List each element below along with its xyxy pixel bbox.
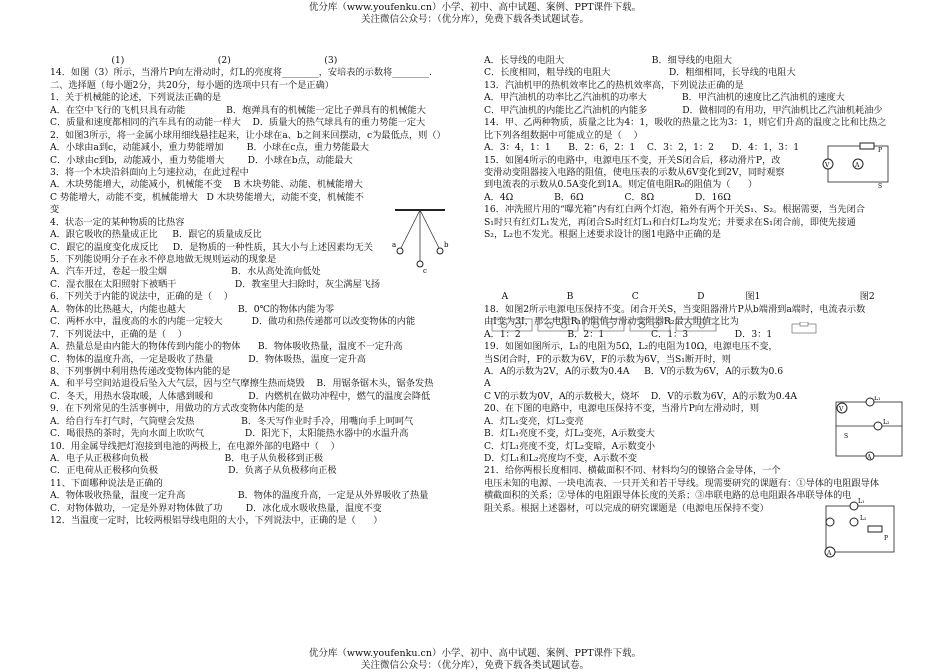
meter-label: A: [827, 550, 832, 557]
question-line: C V的示数为0V，A的示数极大，烧坏 D．V的示数为6V，A的示数为0.4A: [484, 390, 798, 402]
question-line: 10．用金属导线把灯泡接到电池的两极上，在电源外部的电路中（ ）: [50, 440, 340, 452]
question-line: 3．将一个木块沿斜面向上匀速拉动，在此过程中: [50, 166, 249, 178]
header-line: 优分库（www.youfenku.cn）小学、初中、高中试题、案例、PPT课件下载。: [308, 2, 642, 13]
question-line: C．跟它的温度变化成反比 D．是物质的一种性质，其大小与上述因素均无关: [50, 241, 373, 253]
question-line: A．长导线的电阻大 B．细导线的电阻大: [484, 55, 732, 66]
question-line: A．物体的比热越大，内能也越大 B．0℃的物体内能为零: [50, 303, 335, 315]
pendulum-label: b: [444, 241, 449, 249]
question-line: (1) (2) (3): [50, 55, 338, 66]
circuit-option-d: [630, 319, 670, 331]
page-header: [0, 2, 950, 26]
question-line: 9．在下列常见的生活事例中，用做功的方式改变物体内能的是: [50, 403, 304, 415]
question-line: A．灯L₁变亮，灯L₂变亮: [484, 415, 584, 427]
slider-label: P: [884, 535, 889, 542]
question-line: 到电流表的示数从0.5A变化到1A。则定值电阻R₀的阻值为（ ）: [484, 179, 758, 191]
circuit-option-b: [538, 319, 578, 331]
lamp-label: L₂: [883, 419, 890, 426]
question-line: D．灯L₁和L₂亮度均不变，A示数不变: [484, 453, 638, 464]
question-line: A．3：4，1：1 B．2：6，2：1 C．3：2，1：2 D．4：1，3：1: [484, 142, 800, 154]
question-line: 6．下列关于内能的说法中，正确的是（ ）: [50, 291, 233, 303]
question-line: S₂，L₂也不发光。根据上述要求设计的图1电路中正确的是: [484, 229, 721, 241]
question-line: 由I变为3I，那么电阻R₁的阻值与滑动变阻器R₂最大阻值之比为: [484, 316, 739, 328]
question-line: A．物体吸收热量，温度一定升高 B．物体的温度升高，一定是从外界吸收了热量: [50, 490, 429, 502]
header-line: 关注微信公众号：（优分库），免费下载各类试题试卷。: [360, 14, 589, 25]
question-line: A．甲汽油机的功率比乙汽油机的功率大 B．甲汽油机的速度比乙汽油机的速度大: [484, 92, 845, 104]
question-line: A: [484, 378, 491, 390]
question-line: 横截面积的关系；②导体的电阻跟导体长度的关系；③串联电路的总电阻跟各串联导体的电: [484, 490, 852, 502]
switch-label: S: [878, 183, 883, 190]
page-footer: [0, 648, 950, 672]
question-line: 4．状态一定的某种物质的比热容: [50, 216, 185, 228]
question-line: A．4Ω B．6Ω C．8Ω D．16Ω: [484, 191, 731, 203]
question-line: 20、在下图的电路中，电源电压保持不变，当滑片P向左滑动时，则: [484, 403, 760, 415]
question-line: A．在空中飞行的飞机只具有动能 B．炮弹具有的机械能一定比子弹具有的机械能大: [50, 104, 426, 116]
question-line: 19．如图如图所示，L₁的电阻为5Ω，L₂的电阻为10Ω，电源电压不变，: [484, 341, 778, 353]
lamp-label: L₁: [858, 498, 865, 505]
question-line: 18．如图2所示电源电压保持不变。闭合开关S，当变阻器滑片P从b端滑到a端时，电流表示数: [484, 303, 866, 315]
circuit-option-a: [492, 319, 532, 331]
meter-label: V: [825, 162, 830, 169]
left-column: [50, 55, 470, 528]
question-line: C．质量和速度都相同的汽车具有的动能一样大 D．质量大的热气球具有的重力势能一定大: [50, 117, 426, 129]
question-line: A．汽车开过，卷起一股尘烟 B．水从高处流向低处: [50, 266, 321, 278]
question-line: A B C D 图1 图2: [484, 291, 875, 303]
lamp-label: L₁: [874, 396, 881, 402]
question-line: A．1：2 B．2：1 C．1：3 D．3：1: [484, 328, 773, 340]
question-line: C．对物体做功，一定是外界对物体做了功 D．冰化成水吸收热量，温度不变: [50, 502, 382, 514]
question-line: [484, 254, 904, 266]
question-line: 2．如图3所示，将一金属小球用细线悬挂起来，让小球在a、b之间来回摆动，c为最低点，则（）: [50, 129, 446, 141]
switch-label: S: [844, 433, 849, 440]
question-line: 14．甲、乙两种物质，质量之比为4：1，吸收的热量之比为3：1，则它们升高的温度之比和比热之: [484, 117, 887, 129]
question-line: [484, 266, 904, 278]
question-line: 16．冲洗照片用的“曝光箱”内有红白两个灯泡，箱外有两个开关S₁、S₂。根据需要，当先闭合: [484, 204, 865, 216]
meter-label: A: [867, 454, 872, 461]
question-line: A．小球由a到c，动能减小，重力势能增加 B．小球在c点，重力势能最大: [50, 142, 369, 154]
question-line: 15．如图4所示的电路中，电源电压不变，开关S闭合后，移动滑片P，改: [484, 154, 781, 166]
question-line: C．湿衣服在太阳照射下被晒干 D．教室里大扫除时，灰尘满屋飞扬: [50, 278, 381, 290]
question-line: 二、选择题（每小题2分，共20分，每小题的选项中只有一个是正确）: [50, 79, 334, 91]
question-line: 变滑动变阻器接入电路的阻值，使电压表的示数从6V变化到2V，同时观察: [484, 166, 785, 178]
slider-label: P: [878, 147, 883, 154]
circuit-figure-q20: [820, 496, 900, 562]
question-line: 7．下列说法中，正确的是（ ）: [50, 328, 187, 340]
question-line: 12．当温度一定时，比较两根铝导线电阻的大小，下列说法中，正确的是（ ）: [50, 515, 383, 527]
pendulum-label: c: [423, 267, 427, 275]
question-line: C 势能增大，动能不变，机械能增大 D 木块势能增大，动能不变，机械能不: [50, 191, 364, 203]
question-line: C．正电荷从正极移向负极 D．负离子从负极移向正极: [50, 465, 337, 477]
question-line: 当S闭合时，F的示数为6V，F的示数为6V，当S₁断开时，则: [484, 353, 731, 365]
question-line: 14．如图（3）所示，当滑片P向左滑动时，灯L的亮度将________，安培表的示数将________.: [50, 67, 432, 79]
question-line: B．灯L₁亮度不变，灯L₂变亮，A示数变大: [484, 428, 655, 440]
question-line: C．灯L₁亮度不变，灯L₂变暗，A示数变小: [484, 440, 656, 452]
question-line: C．长度相同，粗导线的电阻大 D．粗细相同，长导线的电阻大: [484, 67, 796, 79]
meter-label: A: [855, 162, 860, 169]
circuit-options-row: [490, 316, 750, 334]
question-line: 21．给你两根长度相同、横截面积不同、材料均匀的镍铬合金导体，一个: [484, 465, 781, 477]
question-line: A．给自行车打气时，气筒壁会发热 B．冬天写作业时手冷，用嘴向手上呵呵气: [50, 415, 414, 427]
question-line: S₁时只有红灯L₁发光，再闭合S₂时红灯L₁和白灯L₂均发光；并要求在S₁闭合前，即使先接通: [484, 216, 856, 228]
meter-label: V: [839, 406, 844, 413]
pendulum-figure: [390, 205, 450, 275]
question-line: C．甲汽油机的内能比乙汽油机的内能多 D．做相同的有用功，甲汽油机比乙汽油机耗油少: [484, 104, 883, 116]
lamp-label: L₂: [860, 515, 867, 522]
question-line: 电压未知的电源、一块电流表、一只开关和若干导线。现需要研究的课题有：①导体的电阻跟导体: [484, 477, 880, 489]
question-line: A．热量总是由内能大的物体传到内能小的物体 B．物体吸收热量，温度不一定升高: [50, 341, 403, 353]
question-line: A．跟它吸收的热量成正比 B．跟它的质量成反比: [50, 229, 262, 241]
question-line: A．木块势能增大，动能减小，机械能不变 B 木块势能、动能、机械能增大: [50, 179, 363, 191]
question-line: 8、下列事例中利用热传递改变物体内能的是: [50, 365, 231, 377]
circuit-option-e: [676, 319, 716, 331]
question-line: 比下列各组数据中可能成立的是（ ）: [484, 129, 643, 141]
question-line: C．两杯水中，温度高的水的内能一定较大 D．做功和热传递都可以改变物体的内能: [50, 316, 416, 328]
question-line: C．冬天，用热水袋取暖，人体感到暖和 D．内燃机在做功冲程中，燃气的温度会降低: [50, 390, 431, 402]
question-line: 阻关系。根据上述器材，可以完成的研究课题是（电源电压保持不变）: [484, 502, 769, 514]
circuit-option-c: [584, 319, 624, 331]
question-line: A．电子从正极移向负极 B．电子从负极移到正极: [50, 453, 324, 464]
question-line: C．小球由c到b，动能减小，重力势能增大 D．小球在b点，动能最大: [50, 154, 353, 166]
footer-line: 关注微信公众号：（优分库），免费下载各类试题试卷。: [360, 660, 589, 671]
question-line: [484, 279, 904, 291]
circuit-figure-2: [790, 322, 820, 336]
question-line: 变: [50, 204, 60, 216]
question-line: 13．汽油机甲的热机效率比乙的热机效率高，下列说法正确的是: [484, 79, 744, 91]
footer-line: 优分库（www.youfenku.cn）小学、初中、高中试题、案例、PPT课件下载。: [308, 648, 642, 659]
question-line: 1．关于机械能的论述，下列说法正确的是: [50, 92, 222, 104]
question-line: C．喝很热的茶时，先向水面上吹吹气 D．阳光下，太阳能热水器中的水温升高: [50, 428, 409, 440]
circuit-figure-q15: [820, 140, 895, 190]
question-line: 5．下列能说明分子在永不停息地做无规则运动的现象是: [50, 254, 277, 265]
circuit-figure-q19: [830, 396, 910, 464]
pendulum-label: a: [392, 241, 397, 249]
question-line: A．和平号空间站退役后坠入大气层，因与空气摩擦生热而烧毁 B．用锯条锯木头，锯条发热: [50, 378, 434, 390]
question-line: 11、下面哪种说法是正确的: [50, 477, 163, 489]
question-line: [484, 242, 904, 254]
question-line: A．A的示数为2V，A的示数为0.4A B．V的示数为6V，A的示数为0.6: [484, 365, 784, 377]
question-line: C．物体的温度升高，一定是吸收了热量 D．物体吸热，温度一定升高: [50, 353, 366, 365]
